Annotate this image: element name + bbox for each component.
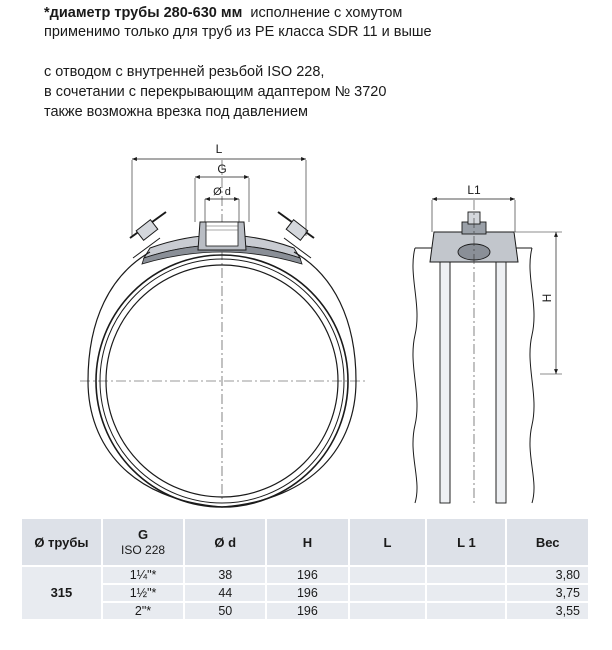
header-line-2: применимо только для труб из PE класса SDR 11 и выше (44, 24, 432, 40)
cell-weight: 3,55 (506, 602, 588, 619)
cell-l (349, 566, 427, 584)
side-pipe-right-edge (530, 248, 534, 503)
col-header-h: H (266, 519, 348, 566)
dim-label-h: H (540, 293, 554, 303)
side-pipe-left-edge (413, 248, 417, 503)
cell-d: 44 (184, 584, 266, 602)
cell-l (349, 584, 427, 602)
note-line-2: в сочетании с перекрывающим адаптером № 3720 (44, 84, 387, 100)
note-line-3: также возможна врезка под давлением (44, 104, 309, 120)
dim-label-l: L (215, 142, 223, 156)
dim-label-l1: L1 (467, 183, 481, 197)
col-header-l: L (349, 519, 427, 566)
spec-table (22, 519, 588, 619)
front-view (80, 142, 366, 507)
table-row (22, 566, 588, 584)
col-header-d: Ø d (184, 519, 266, 566)
cell-h: 196 (266, 602, 348, 619)
cell-pipe-diameter: 315 (22, 566, 102, 619)
cell-d: 50 (184, 602, 266, 619)
table-row (22, 584, 588, 602)
side-strap-left (440, 255, 450, 503)
cell-g: 1¼"* (102, 566, 184, 584)
cell-h: 196 (266, 584, 348, 602)
cell-l1 (426, 566, 506, 584)
col-header-weight: Вес (506, 519, 588, 566)
side-view (413, 183, 562, 505)
col-header-g: G ISO 228 (102, 519, 184, 566)
cell-l1 (426, 584, 506, 602)
cell-l (349, 602, 427, 619)
cell-weight: 3,75 (506, 584, 588, 602)
cell-h: 196 (266, 566, 348, 584)
note-line-1: с отводом с внутренней резьбой ISO 228, (44, 64, 325, 80)
cell-l1 (426, 602, 506, 619)
cell-g: 1½"* (102, 584, 184, 602)
table-row (22, 602, 588, 619)
cell-g: 2"* (102, 602, 184, 619)
table-header-row (22, 519, 588, 566)
dim-label-d: Ø d (213, 186, 231, 198)
cell-d: 38 (184, 566, 266, 584)
header-rest-text: исполнение с хомутом (250, 5, 403, 21)
col-header-l1: L 1 (426, 519, 506, 566)
side-strap-right (496, 255, 506, 503)
header-bold-text: *диаметр трубы 280-630 мм (44, 5, 243, 21)
col-header-pipe: Ø трубы (22, 519, 102, 566)
outlet-bore (206, 222, 238, 246)
cell-weight: 3,80 (506, 566, 588, 584)
dim-label-g: G (217, 162, 227, 176)
